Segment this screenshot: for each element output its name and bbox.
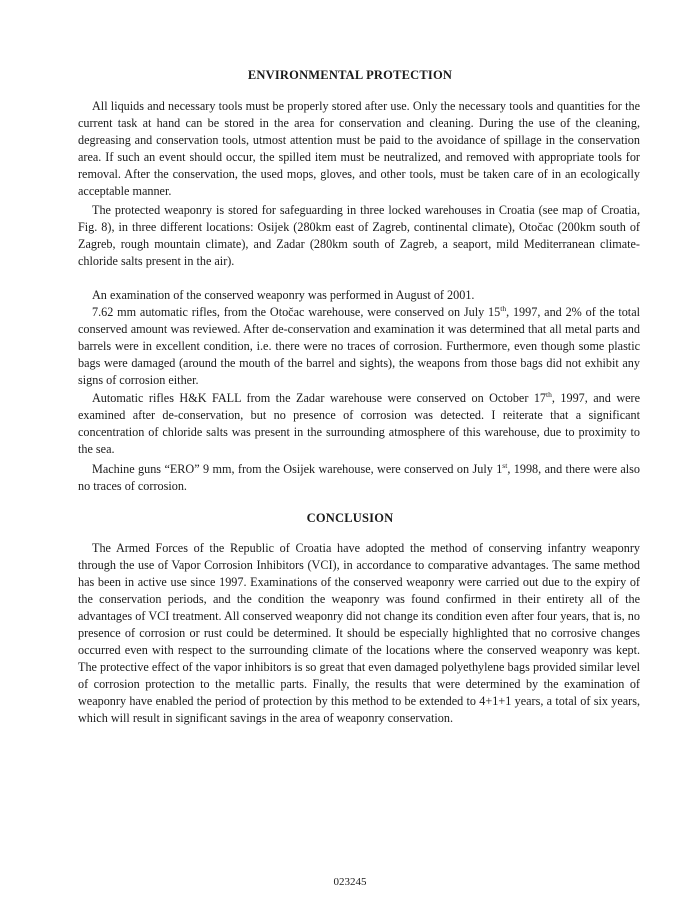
text-span: Automatic rifles H&K FALL from the Zadar warehouse were conserved on October 17 xyxy=(92,391,547,405)
superscript: st xyxy=(502,460,508,470)
env-paragraph-3-first-line: An examination of the conserved weaponry was performed in August of 2001. xyxy=(92,288,475,302)
env-paragraph-4 xyxy=(78,390,640,458)
env-paragraph-3-body xyxy=(78,304,640,389)
text-span: 7.62 mm automatic rifles, from the Otočac warehouse, were conserved on July 15 xyxy=(92,305,501,319)
text-span: , 1998, and there were also no traces of corrosion. xyxy=(78,462,641,493)
env-paragraph-3 xyxy=(78,287,640,389)
text-span: , 1997, and were examined after de-conservation, but no presence of corrosion was detected. I reiterate that a significant concentration of chloride salts was present in the surrounding atmosphere of this warehouse, due to proximity to the sea. xyxy=(78,391,641,456)
page-code: 023245 xyxy=(333,876,367,888)
superscript: th xyxy=(546,389,552,399)
text-span: Machine guns “ERO” 9 mm, from the Osijek warehouse, were conserved on July 1 xyxy=(92,462,503,476)
env-paragraph-2: The protected weaponry is stored for safeguarding in three locked warehouses in Croatia (see map of Croatia, Fig. 8), in three different locations: Osijek (280km east of Zagreb, continental climate), Otočac (200km south of Zagreb, rough mountain climate), and Zadar (280km south of Zagreb, a seaport, mild Mediterranean climate-chloride salts present in the air). xyxy=(78,203,640,268)
env-paragraph-5 xyxy=(78,461,640,495)
superscript: th xyxy=(500,303,507,313)
text-span: , 1997, and 2% of the total conserved amount was reviewed. After de-conservation and examination it was determined that all metal parts and barrels were in excellent condition, i.e. there were no traces of corrosion. Furthermore, even though some plastic bags were damaged (around the mouth of the barrel and sights), the weapons from those bags did not exhibit any signs of corrosion either. xyxy=(78,305,640,387)
conclusion-paragraph: The Armed Forces of the Republic of Croatia have adopted the method of conserving infantry weaponry through the use of Vapor Corrosion Inhibitors (VCI), in accordance to comparative advantages. The same method has been in active use since 1997. Examinations of the conserved weaponry were carried out due to the expiry of the conservation periods, and the condition the weaponry was found confirmed in their entirety all of the advantages of VCI treatment. All conserved weaponry did not change its condition even after four years, that is, no presence of corrosion or rust could be determined. It should be especially highlighted that no corrosive changes occurred even with respect to the surrounding climate of the locations where the conserved weaponry was kept. The protective effect of the vapor inhibitors is so great that even damaged polyethylene bags provided similar level of corrosion protection to the metallic parts. Finally, the results that were determined by the examination of weaponry have enabled the period of protection by this method to be extended to 4+1+1 years, a total of six years, which will result in significant savings in the area of weaponry conservation. xyxy=(78,541,640,725)
environmental-protection-heading: ENVIRONMENTAL PROTECTION xyxy=(247,68,453,82)
conclusion-heading: CONCLUSION xyxy=(306,511,394,525)
env-paragraph-1: All liquids and necessary tools must be properly stored after use. Only the necessary tools and quantities for the current task at hand can be stored in the area for conservation and cleaning. During the use of the cleaning, degreasing and conservation tools, utmost attention must be paid to the avoidance of spillage in the conservation area. If such an event should occur, the spilled item must be neutralized, and removed with appropriate tools for removal. After the conservation, the used mops, gloves, and other tools, must be taken care of in an ecologically acceptable manner. xyxy=(78,99,640,198)
